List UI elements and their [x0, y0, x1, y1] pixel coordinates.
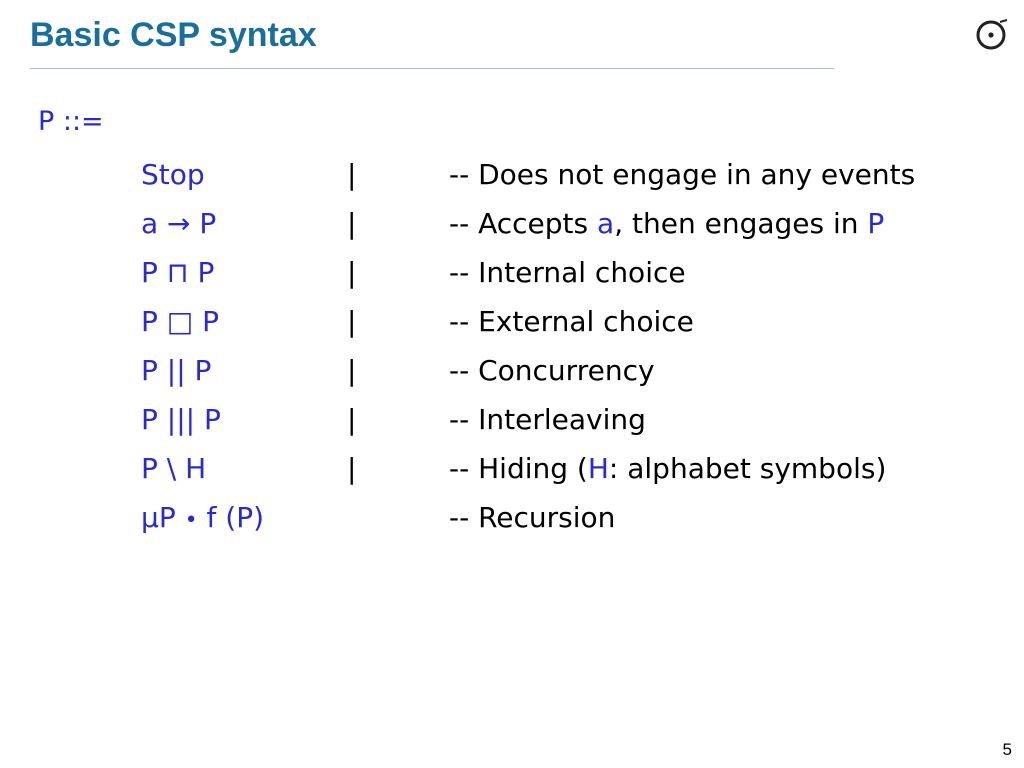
desc-text: -- Accepts — [449, 207, 598, 240]
row-description: -- Does not engage in any events — [449, 158, 916, 191]
row-description: -- Recursion — [449, 501, 616, 534]
row-description: -- Concurrency — [449, 354, 655, 387]
bullet-symbol: • — [184, 508, 198, 533]
row-separator: | — [347, 158, 357, 191]
row-expr: P □ P — [141, 305, 220, 338]
row-expr: P ||| P — [141, 403, 221, 436]
row-expr: a → P — [141, 207, 217, 240]
row-expr: P ⊓ P — [141, 256, 215, 289]
mu-symbol: μ — [141, 501, 159, 534]
row-description — [449, 449, 886, 489]
row-separator: | — [347, 452, 357, 485]
row-description: -- Interleaving — [449, 403, 646, 436]
row-description — [449, 204, 884, 244]
row-expr: P || P — [141, 354, 212, 387]
expr-text: f (P) — [197, 501, 264, 534]
row-separator: | — [347, 305, 357, 338]
desc-highlight: a — [597, 207, 615, 240]
row-expr: Stop — [141, 158, 205, 191]
slide-title: Basic CSP syntax — [30, 16, 317, 54]
row-description: -- External choice — [449, 305, 694, 338]
desc-text: , then engages in — [614, 207, 868, 240]
slide-number: 5 — [1002, 740, 1012, 759]
title-divider — [30, 68, 834, 69]
expr-text: P — [158, 501, 185, 534]
row-expr — [141, 498, 264, 541]
grammar-head: P ::= — [38, 106, 104, 137]
row-separator: | — [347, 354, 357, 387]
row-description: -- Internal choice — [449, 256, 686, 289]
eiffel-logo-icon — [974, 17, 1010, 53]
row-separator: | — [347, 403, 357, 436]
desc-text: : alphabet symbols) — [608, 452, 887, 485]
row-separator: | — [347, 207, 357, 240]
row-expr: P \ H — [141, 452, 207, 485]
desc-text: -- Hiding ( — [449, 452, 588, 485]
desc-highlight: H — [587, 452, 609, 485]
desc-highlight: P — [867, 207, 885, 240]
row-separator: | — [347, 256, 357, 289]
